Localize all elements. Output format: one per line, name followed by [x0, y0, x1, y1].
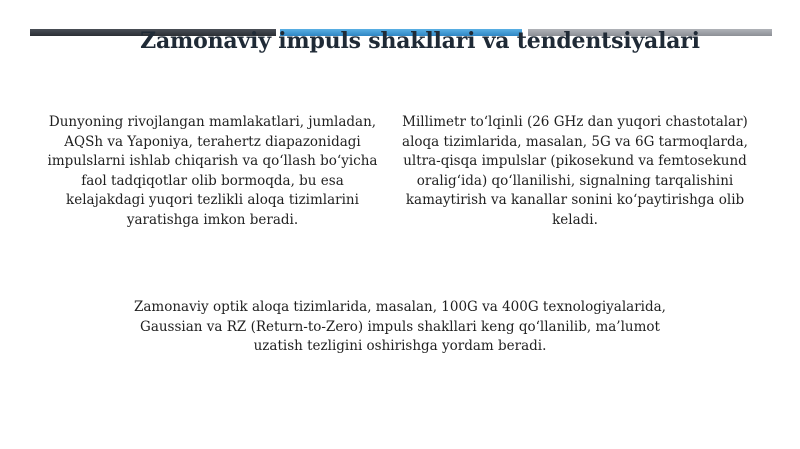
paragraph-left: Dunyoning rivojlangan mamlakatlari, jumladan, AQSh va Yaponiya, terahertz diapazonidagi impulslarni ishlab chiqarish va qo‘llash bo‘yicha faol tadqiqotlar olib bormoqda, bu esa kelajakdagi yuqori tezlikli aloqa tizimlarini yaratishga imkon beradi. — [47, 114, 378, 228]
paragraph-bottom: Zamonaviy optik aloqa tizimlarida, masalan, 100G va 400G texnologiyalarida, Gaussian va RZ (Return-to-Zero) impuls shakllari keng qo‘llanilib, ma’lumot uzatish tezligini oshirishga yordam beradi. — [134, 299, 666, 354]
slide-title: Zamonaviy impuls shakllari va tendentsiyalari — [140, 28, 700, 54]
paragraph-right: Millimetr to‘lqinli (26 GHz dan yuqori chastotalar) aloqa tizimlarida, masalan, 5G va 6G tarmoqlarda, ultra-qisqa impulslar (pikosekund va femtosekund oralig‘ida) qo‘llanilishi, signalning tarqalishini kamaytirish va kanallar sonini ko‘paytirishga olib keladi. — [402, 114, 748, 228]
